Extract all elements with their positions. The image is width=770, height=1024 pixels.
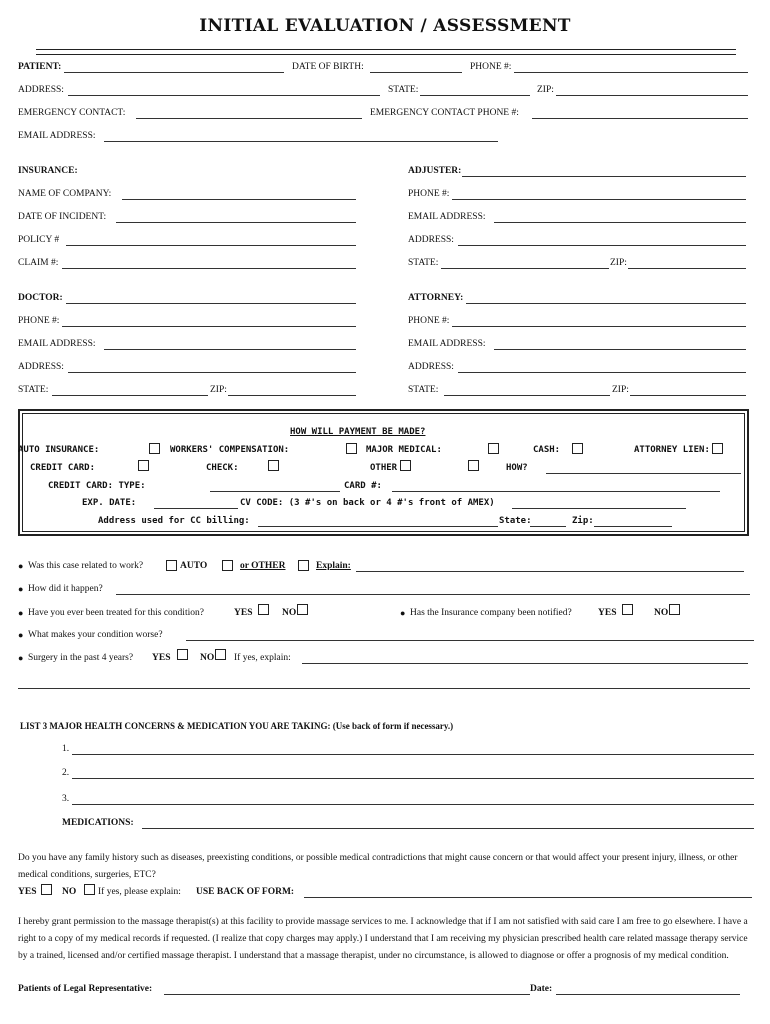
adjuster-email-label: EMAIL ADDRESS:: [408, 212, 486, 222]
family-yes-checkbox[interactable]: [41, 884, 52, 895]
cc-type-label: CREDIT CARD: TYPE:: [48, 481, 146, 491]
medications-field[interactable]: [142, 828, 754, 829]
explain-field[interactable]: [356, 571, 744, 572]
attorney-email-field[interactable]: [494, 349, 746, 350]
doctor-zip-field[interactable]: [228, 395, 356, 396]
attorney-state-field[interactable]: [444, 395, 610, 396]
doctor-zip-label: ZIP:: [210, 385, 227, 395]
treated-yes-checkbox[interactable]: [258, 604, 269, 615]
family-yes-label: YES: [18, 887, 37, 897]
adjuster-phone-label: PHONE #:: [408, 189, 450, 199]
adjuster-heading: ADJUSTER:: [408, 166, 462, 176]
other-label: OTHER: [370, 463, 398, 473]
how-happen-bullet: ●: [18, 584, 24, 594]
attorney-lien-checkbox[interactable]: [712, 443, 723, 454]
emergency-phone-label: EMERGENCY CONTACT PHONE #:: [370, 108, 519, 118]
attorney-phone-field[interactable]: [452, 326, 746, 327]
exp-date-label: EXP. DATE:: [82, 498, 137, 508]
concern-2-field[interactable]: [72, 778, 754, 779]
medications-label: MEDICATIONS:: [62, 818, 134, 828]
cv-code-label: CV CODE: (3 #'s on back or 4 #'s front of AMEX): [240, 498, 495, 508]
emergency-contact-field[interactable]: [136, 118, 362, 119]
billing-address-label: Address used for CC billing:: [98, 516, 250, 526]
claim-label: CLAIM #:: [18, 258, 59, 268]
policy-field[interactable]: [66, 245, 356, 246]
doctor-heading: DOCTOR:: [18, 293, 63, 303]
attorney-state-label: STATE:: [408, 385, 439, 395]
signature-field[interactable]: [164, 994, 530, 995]
concern-3-field[interactable]: [72, 804, 754, 805]
how-field[interactable]: [546, 473, 741, 474]
dob-label: DATE OF BIRTH:: [292, 62, 364, 72]
how-happen-label: How did it happen?: [28, 584, 103, 594]
notified-label: Has the Insurance company been notified?: [410, 608, 572, 618]
other-checkbox[interactable]: [400, 460, 411, 471]
doctor-email-label: EMAIL ADDRESS:: [18, 339, 96, 349]
surgery-no-checkbox[interactable]: [215, 649, 226, 660]
work-related-label: Was this case related to work?: [28, 561, 144, 571]
notified-bullet: ●: [400, 608, 406, 618]
patient-zip-label: ZIP:: [537, 85, 554, 95]
patient-state-field[interactable]: [420, 95, 530, 96]
consent-text: I hereby grant permission to the massage therapist(s) at this facility to provide massage services to me. I acknowledge that if I am not satisfied with said care I am free to go elsewhere. I have a right to a copy of my medical records if requested. (I realize that copy charges may apply.) I understand that I am receiving my physician prescribed health care related massage therapy service by a trained, licensed and/or certified massage therapist. I understand that a massage therapist, under no circumstance, is allowed to diagnose or offer a prognosis of my medical condition.: [18, 917, 748, 961]
patient-phone-label: PHONE #:: [470, 62, 512, 72]
surgery-extra-field[interactable]: [18, 688, 750, 689]
policy-label: POLICY #: [18, 235, 60, 245]
billing-zip-label: Zip:: [572, 516, 594, 526]
cash-checkbox[interactable]: [572, 443, 583, 454]
major-medical-checkbox[interactable]: [488, 443, 499, 454]
card-number-label: CARD #:: [344, 481, 382, 491]
patient-address-label: ADDRESS:: [18, 85, 64, 95]
patient-field[interactable]: [64, 72, 284, 73]
incident-label: DATE OF INCIDENT:: [18, 212, 107, 222]
emergency-phone-field[interactable]: [532, 118, 748, 119]
concern-1-field[interactable]: [72, 754, 754, 755]
auto-label: AUTO: [180, 561, 208, 571]
claim-field[interactable]: [62, 268, 356, 269]
treated-bullet: ●: [18, 608, 24, 618]
doctor-email-field[interactable]: [104, 349, 356, 350]
patient-email-field[interactable]: [104, 141, 498, 142]
workers-comp-label: WORKERS' COMPENSATION:: [170, 445, 290, 455]
date-label: Date:: [530, 984, 553, 994]
attorney-address-label: ADDRESS:: [408, 362, 454, 372]
worse-bullet: ●: [18, 630, 24, 640]
adjuster-state-field[interactable]: [441, 268, 609, 269]
emergency-contact-label: EMERGENCY CONTACT:: [18, 108, 126, 118]
treated-no-label: NO: [282, 608, 297, 618]
incident-field[interactable]: [116, 222, 356, 223]
check-checkbox[interactable]: [268, 460, 279, 471]
explain-checkbox[interactable]: [298, 560, 309, 571]
cv-code-field[interactable]: [512, 508, 686, 509]
dob-field[interactable]: [370, 72, 462, 73]
surgery-explain-field[interactable]: [302, 663, 748, 664]
doctor-state-label: STATE:: [18, 385, 49, 395]
treated-no-checkbox[interactable]: [297, 604, 308, 615]
notified-yes-label: YES: [598, 608, 617, 618]
concern-1-label: 1.: [62, 744, 70, 754]
billing-state-label: State:: [499, 516, 532, 526]
family-explain-field[interactable]: [304, 897, 752, 898]
major-medical-label: MAJOR MEDICAL:: [366, 445, 442, 455]
patient-address-field[interactable]: [68, 95, 380, 96]
family-history-question: Do you have any family history such as diseases, preexisting conditions, or possible medical contradictions that might cause concern or that would affect your present injury, illness, or other medical conditions, surgeries, ETC?: [18, 853, 738, 880]
auto-insurance-label: AUTO INSURANCE:: [18, 445, 100, 455]
attorney-zip-field[interactable]: [630, 395, 746, 396]
attorney-address-field[interactable]: [458, 372, 746, 373]
worse-label: What makes your condition worse?: [28, 630, 163, 640]
health-heading: LIST 3 MAJOR HEALTH CONCERNS & MEDICATION YOU ARE TAKING: (Use back of form if necessary.): [20, 721, 454, 731]
attorney-zip-label: ZIP:: [612, 385, 629, 395]
surgery-explain-label: If yes, explain:: [234, 653, 291, 663]
doctor-address-label: ADDRESS:: [18, 362, 64, 372]
adjuster-address-label: ADDRESS:: [408, 235, 454, 245]
auto-checkbox[interactable]: [166, 560, 177, 571]
surgery-no-label: NO: [200, 653, 215, 663]
page-title: INITIAL EVALUATION / ASSESSMENT: [199, 16, 571, 36]
or-other-label: or OTHER: [240, 561, 286, 571]
doctor-phone-field[interactable]: [62, 326, 356, 327]
attorney-heading: ATTORNEY:: [408, 293, 464, 303]
adjuster-email-field[interactable]: [494, 222, 746, 223]
patient-state-label: STATE:: [388, 85, 419, 95]
auto-insurance-checkbox[interactable]: [149, 443, 160, 454]
notified-no-checkbox[interactable]: [669, 604, 680, 615]
concern-2-label: 2.: [62, 768, 70, 778]
concern-3-label: 3.: [62, 794, 70, 804]
doctor-phone-label: PHONE #:: [18, 316, 60, 326]
adjuster-field[interactable]: [462, 176, 746, 177]
family-no-label: NO: [62, 887, 77, 897]
how-happen-field[interactable]: [116, 594, 750, 595]
adjuster-phone-field[interactable]: [452, 199, 746, 200]
attorney-field[interactable]: [466, 303, 746, 304]
doctor-address-field[interactable]: [68, 372, 356, 373]
cash-label: CASH:: [533, 445, 561, 455]
surgery-yes-checkbox[interactable]: [177, 649, 188, 660]
work-related-bullet: ●: [18, 561, 24, 571]
adjuster-address-field[interactable]: [458, 245, 746, 246]
adjuster-zip-field[interactable]: [628, 268, 746, 269]
patient-label: PATIENT:: [18, 62, 62, 72]
payment-heading: HOW WILL PAYMENT BE MADE?: [290, 427, 426, 437]
attorney-email-label: EMAIL ADDRESS:: [408, 339, 486, 349]
billing-zip-field[interactable]: [594, 526, 672, 527]
adjuster-zip-label: ZIP:: [610, 258, 627, 268]
exp-date-field[interactable]: [154, 508, 238, 509]
notified-yes-checkbox[interactable]: [622, 604, 633, 615]
date-field[interactable]: [556, 994, 740, 995]
attorney-phone-label: PHONE #:: [408, 316, 450, 326]
billing-state-field[interactable]: [530, 526, 566, 527]
patient-zip-field[interactable]: [556, 95, 748, 96]
family-use-back-label: USE BACK OF FORM:: [196, 887, 295, 897]
workers-comp-checkbox[interactable]: [346, 443, 357, 454]
adjuster-state-label: STATE:: [408, 258, 439, 268]
surgery-yes-label: YES: [152, 653, 171, 663]
patient-email-label: EMAIL ADDRESS:: [18, 131, 96, 141]
card-number-field[interactable]: [392, 491, 720, 492]
explain-label: Explain:: [316, 561, 351, 571]
doctor-field[interactable]: [66, 303, 356, 304]
patient-phone-field[interactable]: [514, 72, 748, 73]
surgery-label: Surgery in the past 4 years?: [28, 653, 134, 663]
family-no-checkbox[interactable]: [84, 884, 95, 895]
treated-yes-label: YES: [234, 608, 253, 618]
surgery-bullet: ●: [18, 653, 24, 663]
check-label: CHECK:: [206, 463, 239, 473]
or-other-checkbox[interactable]: [222, 560, 233, 571]
credit-card-label: CREDIT CARD:: [30, 463, 96, 473]
treated-label: Have you ever been treated for this condition?: [28, 608, 204, 618]
credit-card-checkbox[interactable]: [138, 460, 149, 471]
how-label: HOW?: [506, 463, 528, 473]
worse-field[interactable]: [186, 640, 754, 641]
family-if-yes-label: If yes, please explain:: [98, 887, 181, 897]
company-field[interactable]: [122, 199, 356, 200]
notified-no-label: NO: [654, 608, 669, 618]
doctor-state-field[interactable]: [52, 395, 208, 396]
signature-label: Patients of Legal Representative:: [18, 984, 153, 994]
attorney-lien-label: ATTORNEY LIEN:: [634, 445, 710, 455]
company-label: NAME OF COMPANY:: [18, 189, 112, 199]
cc-type-field[interactable]: [210, 491, 340, 492]
title-rule: [36, 49, 736, 55]
insurance-heading: INSURANCE:: [18, 166, 78, 176]
billing-address-field[interactable]: [258, 526, 498, 527]
other2-checkbox[interactable]: [468, 460, 479, 471]
